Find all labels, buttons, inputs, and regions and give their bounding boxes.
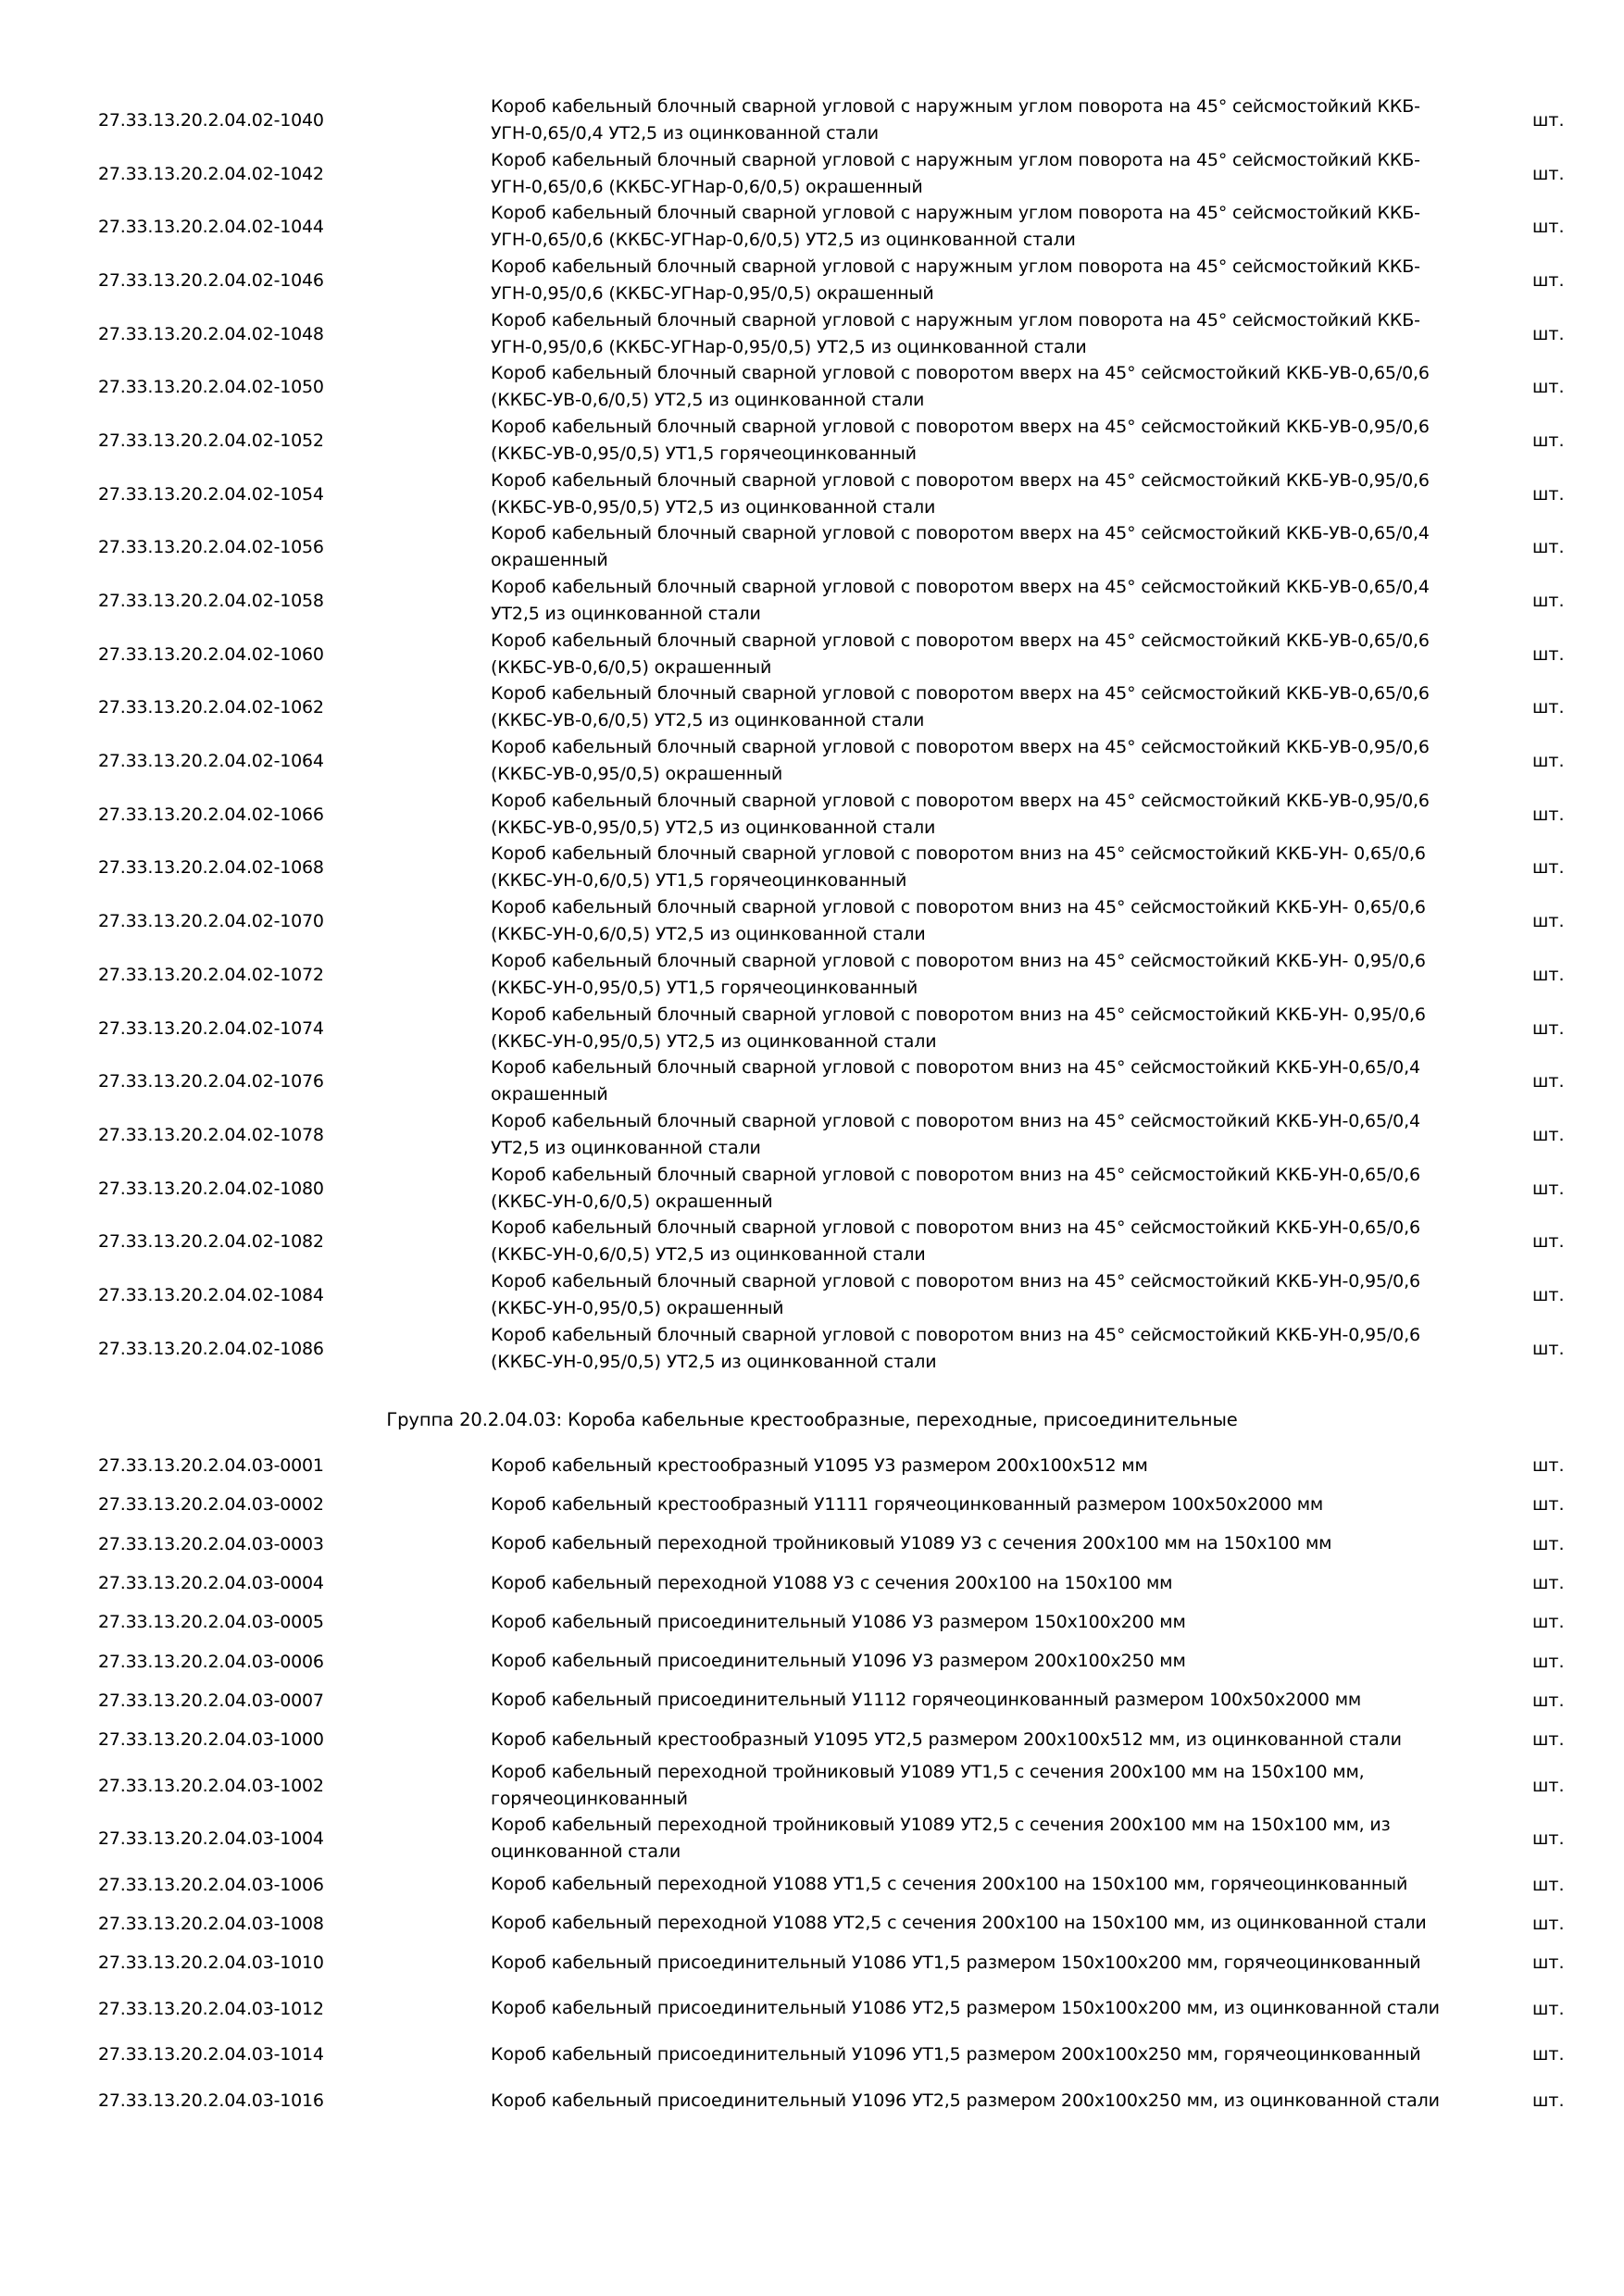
- table-row: [0, 1812, 1624, 1865]
- item-name: Короб кабельный блочный сварной угловой с поворотом вверх на 45° сейсмостойкий ККБ-УВ-0,95/0,6 (ККБС-УВ-0,95/0,5) УТ1,5 горячеоцинкованный: [491, 416, 1430, 464]
- item-name: Короб кабельный блочный сварной угловой с наружным углом поворота на 45° сейсмостойкий ККБ-УГН-0,95/0,6 (ККБС-УГНар-0,95/0,5) окрашенный: [491, 256, 1420, 304]
- item-name: Короб кабельный блочный сварной угловой с поворотом вниз на 45° сейсмостойкий ККБ-УН-0,95/0,6 (ККБС-УН-0,95/0,5) окрашенный: [491, 1270, 1420, 1318]
- table-row: [0, 1002, 1624, 1055]
- item-name: Короб кабельный блочный сварной угловой с поворотом вверх на 45° сейсмостойкий ККБ-УВ-0,65/0,6 (ККБС-УВ-0,6/0,5) УТ2,5 из оцинкованной стали: [491, 363, 1430, 411]
- item-code: 27.33.13.20.2.04.02-1046: [98, 269, 324, 291]
- item-name: Короб кабельный переходной У1088 У3 с сечения 200х100 на 150х100 мм: [491, 1572, 1173, 1593]
- item-unit: шт.: [1532, 1729, 1565, 1751]
- table-row: [0, 1759, 1624, 1812]
- item-code: 27.33.13.20.2.04.03-0003: [98, 1533, 324, 1554]
- group-heading: Группа 20.2.04.03: Короба кабельные крестообразные, переходные, присоединительные: [386, 1409, 1238, 1430]
- item-name: Короб кабельный блочный сварной угловой с наружным углом поворота на 45° сейсмостойкий ККБ-УГН-0,95/0,6 (ККБС-УГНар-0,95/0,5) УТ2,5 из оцинкованной стали: [491, 309, 1420, 357]
- item-name: Короб кабельный блочный сварной угловой с поворотом вверх на 45° сейсмостойкий ККБ-УВ-0,65/0,4 окрашенный: [491, 523, 1430, 571]
- item-name: Короб кабельный переходной тройниковый У1089 УТ1,5 с сечения 200х100 мм на 150х100 мм, горячеоцинкованный: [491, 1761, 1365, 1809]
- item-unit: шт.: [1532, 1124, 1565, 1145]
- item-code: 27.33.13.20.2.04.03-0001: [98, 1455, 324, 1477]
- item-code: 27.33.13.20.2.04.03-1000: [98, 1729, 324, 1751]
- item-name: Короб кабельный присоединительный У1096 У3 размером 200х100х250 мм: [491, 1651, 1186, 1672]
- item-unit: шт.: [1532, 1178, 1565, 1199]
- table-row: [0, 1108, 1624, 1162]
- table-row: [0, 414, 1624, 468]
- item-code: 27.33.13.20.2.04.03-1004: [98, 1828, 324, 1849]
- item-code: 27.33.13.20.2.04.03-1010: [98, 1953, 324, 1974]
- table-row: [0, 1904, 1624, 1943]
- item-name: Короб кабельный блочный сварной угловой с поворотом вверх на 45° сейсмостойкий ККБ-УВ-0,95/0,6 (ККБС-УВ-0,95/0,5) УТ2,5 из оцинкованной стали: [491, 469, 1430, 518]
- table-row: [0, 360, 1624, 414]
- item-unit: шт.: [1532, 1017, 1565, 1039]
- item-name: Короб кабельный блочный сварной угловой с поворотом вниз на 45° сейсмостойкий ККБ-УН- 0,65/0,6 (ККБС-УН-0,6/0,5) УТ1,5 горячеоцинкованный: [491, 843, 1426, 892]
- item-name: Короб кабельный блочный сварной угловой с наружным углом поворота на 45° сейсмостойкий ККБ-УГН-0,65/0,6 (ККБС-УГНар-0,6/0,5) УТ2,5 из оцинкованной стали: [491, 203, 1420, 251]
- item-code: 27.33.13.20.2.04.02-1052: [98, 430, 324, 451]
- item-unit: шт.: [1532, 2044, 1565, 2065]
- table-row: [0, 147, 1624, 201]
- table-row: [0, 1564, 1624, 1603]
- table-row: [0, 307, 1624, 361]
- item-code: 27.33.13.20.2.04.02-1072: [98, 964, 324, 985]
- item-unit: шт.: [1532, 1494, 1565, 1516]
- item-unit: шт.: [1532, 1690, 1565, 1711]
- item-code: 27.33.13.20.2.04.02-1066: [98, 804, 324, 825]
- item-unit: шт.: [1532, 2090, 1565, 2112]
- item-name: Короб кабельный блочный сварной угловой с наружным углом поворота на 45° сейсмостойкий ККБ-УГН-0,65/0,6 (ККБС-УГНар-0,6/0,5) окрашенный: [491, 149, 1420, 197]
- item-code: 27.33.13.20.2.04.03-0004: [98, 1573, 324, 1594]
- item-unit: шт.: [1532, 964, 1565, 985]
- item-code: 27.33.13.20.2.04.02-1040: [98, 109, 324, 131]
- item-unit: шт.: [1532, 1828, 1565, 1849]
- item-name: Короб кабельный блочный сварной угловой с поворотом вниз на 45° сейсмостойкий ККБ-УН-0,65/0,6 (ККБС-УН-0,6/0,5) УТ2,5 из оцинкованной стали: [491, 1217, 1420, 1266]
- item-name: Короб кабельный крестообразный У1095 УТ2,5 размером 200х100х512 мм, из оцинкованной стали: [491, 1728, 1402, 1750]
- item-name: Короб кабельный переходной У1088 УТ2,5 с сечения 200х100 на 150х100 мм, из оцинкованной стали: [491, 1913, 1427, 1934]
- table-row: [0, 1322, 1624, 1376]
- table-row: [0, 1525, 1624, 1564]
- item-code: 27.33.13.20.2.04.02-1050: [98, 377, 324, 398]
- item-name: Короб кабельный присоединительный У1096 УТ2,5 размером 200х100х250 мм, из оцинкованной стали: [491, 2090, 1440, 2111]
- table-row: [0, 1641, 1624, 1680]
- table-row: [0, 1446, 1624, 1485]
- item-name: Короб кабельный блочный сварной угловой с поворотом вниз на 45° сейсмостойкий ККБ-УН- 0,95/0,6 (ККБС-УН-0,95/0,5) УТ2,5 из оцинкованной стали: [491, 1004, 1426, 1052]
- table-row: [0, 2035, 1624, 2074]
- item-name: Короб кабельный блочный сварной угловой с поворотом вниз на 45° сейсмостойкий ККБ-УН-0,65/0,6 (ККБС-УН-0,6/0,5) окрашенный: [491, 1164, 1420, 1212]
- item-unit: шт.: [1532, 1775, 1565, 1796]
- item-name: Короб кабельный присоединительный У1086 УТ2,5 размером 150х100х200 мм, из оцинкованной стали: [491, 1998, 1440, 2019]
- table-row: [0, 734, 1624, 788]
- item-unit: шт.: [1532, 1573, 1565, 1594]
- item-name: Короб кабельный блочный сварной угловой с поворотом вниз на 45° сейсмостойкий ККБ-УН-0,95/0,6 (ККБС-УН-0,95/0,5) УТ2,5 из оцинкованной стали: [491, 1324, 1420, 1372]
- table-row: [0, 1485, 1624, 1524]
- item-code: 27.33.13.20.2.04.02-1076: [98, 1071, 324, 1092]
- table-row: [0, 948, 1624, 1002]
- item-unit: шт.: [1532, 1338, 1565, 1359]
- item-code: 27.33.13.20.2.04.02-1048: [98, 323, 324, 344]
- item-name: Короб кабельный блочный сварной угловой с поворотом вверх на 45° сейсмостойкий ККБ-УВ-0,65/0,4 УТ2,5 из оцинкованной стали: [491, 577, 1430, 625]
- table-row: [0, 628, 1624, 681]
- table-row: [0, 574, 1624, 628]
- item-code: 27.33.13.20.2.04.03-0007: [98, 1690, 324, 1711]
- item-name: Короб кабельный присоединительный У1112 горячеоцинкованный размером 100х50х2000 мм: [491, 1690, 1362, 1711]
- table-row: [0, 468, 1624, 521]
- item-name: Короб кабельный присоединительный У1086 У3 размером 150х100х200 мм: [491, 1611, 1186, 1632]
- item-unit: шт.: [1532, 217, 1565, 238]
- table-row: [0, 200, 1624, 254]
- item-name: Короб кабельный блочный сварной угловой с поворотом вверх на 45° сейсмостойкий ККБ-УВ-0,95/0,6 (ККБС-УВ-0,95/0,5) УТ2,5 из оцинкованной стали: [491, 790, 1430, 838]
- item-unit: шт.: [1532, 751, 1565, 772]
- item-code: 27.33.13.20.2.04.02-1060: [98, 643, 324, 665]
- item-code: 27.33.13.20.2.04.03-0006: [98, 1651, 324, 1672]
- item-unit: шт.: [1532, 857, 1565, 879]
- item-unit: шт.: [1532, 269, 1565, 291]
- item-code: 27.33.13.20.2.04.02-1078: [98, 1124, 324, 1145]
- item-code: 27.33.13.20.2.04.02-1068: [98, 857, 324, 879]
- item-unit: шт.: [1532, 377, 1565, 398]
- table-row: [0, 1943, 1624, 1982]
- table-row: [0, 788, 1624, 842]
- item-unit: шт.: [1532, 1284, 1565, 1305]
- item-name: Короб кабельный блочный сварной угловой с поворотом вверх на 45° сейсмостойкий ККБ-УВ-0,65/0,6 (ККБС-УВ-0,6/0,5) окрашенный: [491, 630, 1430, 678]
- item-code: 27.33.13.20.2.04.03-1008: [98, 1913, 324, 1934]
- item-name: Короб кабельный блочный сварной угловой с наружным углом поворота на 45° сейсмостойкий ККБ-УГН-0,65/0,4 УТ2,5 из оцинкованной стали: [491, 95, 1420, 144]
- item-code: 27.33.13.20.2.04.03-1002: [98, 1775, 324, 1796]
- item-code: 27.33.13.20.2.04.03-1012: [98, 1998, 324, 2019]
- table-row: [0, 681, 1624, 735]
- item-unit: шт.: [1532, 1913, 1565, 1934]
- table-row: [0, 1720, 1624, 1759]
- table-row: [0, 1603, 1624, 1641]
- table-row: [0, 1982, 1624, 2035]
- item-unit: шт.: [1532, 1874, 1565, 1895]
- item-unit: шт.: [1532, 109, 1565, 131]
- table-row: [0, 2075, 1624, 2128]
- item-code: 27.33.13.20.2.04.02-1080: [98, 1178, 324, 1199]
- item-code: 27.33.13.20.2.04.02-1062: [98, 697, 324, 718]
- item-code: 27.33.13.20.2.04.02-1056: [98, 537, 324, 558]
- table-row: [0, 842, 1624, 895]
- item-unit: шт.: [1532, 483, 1565, 505]
- item-code: 27.33.13.20.2.04.02-1058: [98, 591, 324, 612]
- item-unit: шт.: [1532, 643, 1565, 665]
- item-unit: шт.: [1532, 1651, 1565, 1672]
- item-name: Короб кабельный блочный сварной угловой с поворотом вниз на 45° сейсмостойкий ККБ-УН- 0,65/0,6 (ККБС-УН-0,6/0,5) УТ2,5 из оцинкованной стали: [491, 897, 1426, 945]
- item-code: 27.33.13.20.2.04.02-1086: [98, 1338, 324, 1359]
- table-row: [0, 1681, 1624, 1720]
- item-code: 27.33.13.20.2.04.03-0005: [98, 1612, 324, 1633]
- table-row: [0, 1865, 1624, 1903]
- item-code: 27.33.13.20.2.04.02-1064: [98, 751, 324, 772]
- item-name: Короб кабельный крестообразный У1095 У3 размером 200х100х512 мм: [491, 1454, 1148, 1476]
- table-row: [0, 94, 1624, 147]
- table-row: [0, 894, 1624, 948]
- item-unit: шт.: [1532, 430, 1565, 451]
- item-unit: шт.: [1532, 537, 1565, 558]
- section-20-2-04-03-table: [0, 1446, 1624, 2128]
- item-unit: шт.: [1532, 697, 1565, 718]
- item-unit: шт.: [1532, 1953, 1565, 1974]
- item-code: 27.33.13.20.2.04.02-1074: [98, 1017, 324, 1039]
- item-name: Короб кабельный переходной У1088 УТ1,5 с сечения 200х100 на 150х100 мм, горячеоцинкованный: [491, 1874, 1408, 1895]
- item-code: 27.33.13.20.2.04.03-1014: [98, 2044, 324, 2065]
- item-name: Короб кабельный переходной тройниковый У1089 УТ2,5 с сечения 200х100 мм на 150х100 мм, из оцинкованной стали: [491, 1814, 1391, 1862]
- table-row: [0, 1215, 1624, 1268]
- item-unit: шт.: [1532, 1071, 1565, 1092]
- table-row: [0, 521, 1624, 575]
- table-row: [0, 254, 1624, 307]
- item-name: Короб кабельный блочный сварной угловой с поворотом вверх на 45° сейсмостойкий ККБ-УВ-0,65/0,6 (ККБС-УВ-0,6/0,5) УТ2,5 из оцинкованной стали: [491, 683, 1430, 731]
- item-name: Короб кабельный переходной тройниковый У1089 У3 с сечения 200х100 мм на 150х100 мм: [491, 1533, 1332, 1554]
- item-unit: шт.: [1532, 1455, 1565, 1477]
- item-name: Короб кабельный блочный сварной угловой с поворотом вниз на 45° сейсмостойкий ККБ-УН- 0,95/0,6 (ККБС-УН-0,95/0,5) УТ1,5 горячеоцинкованный: [491, 950, 1426, 998]
- item-unit: шт.: [1532, 1533, 1565, 1554]
- item-code: 27.33.13.20.2.04.02-1070: [98, 911, 324, 932]
- table-row: [0, 1054, 1624, 1108]
- item-unit: шт.: [1532, 804, 1565, 825]
- item-code: 27.33.13.20.2.04.02-1054: [98, 483, 324, 505]
- item-name: Короб кабельный присоединительный У1096 УТ1,5 размером 200х100х250 мм, горячеоцинкованный: [491, 2043, 1421, 2065]
- item-name: Короб кабельный блочный сварной угловой с поворотом вверх на 45° сейсмостойкий ККБ-УВ-0,95/0,6 (ККБС-УВ-0,95/0,5) окрашенный: [491, 737, 1430, 785]
- item-name: Короб кабельный блочный сварной угловой с поворотом вниз на 45° сейсмостойкий ККБ-УН-0,65/0,4 УТ2,5 из оцинкованной стали: [491, 1110, 1420, 1158]
- item-unit: шт.: [1532, 911, 1565, 932]
- item-code: 27.33.13.20.2.04.02-1042: [98, 163, 324, 184]
- item-unit: шт.: [1532, 1612, 1565, 1633]
- table-row: [0, 1268, 1624, 1322]
- item-unit: шт.: [1532, 1998, 1565, 2019]
- item-unit: шт.: [1532, 591, 1565, 612]
- item-unit: шт.: [1532, 1231, 1565, 1253]
- item-code: 27.33.13.20.2.04.02-1082: [98, 1231, 324, 1253]
- item-code: 27.33.13.20.2.04.03-1016: [98, 2090, 324, 2112]
- table-row: [0, 1162, 1624, 1216]
- item-code: 27.33.13.20.2.04.02-1044: [98, 217, 324, 238]
- item-name: Короб кабельный присоединительный У1086 УТ1,5 размером 150х100х200 мм, горячеоцинкованный: [491, 1952, 1421, 1973]
- item-code: 27.33.13.20.2.04.02-1084: [98, 1284, 324, 1305]
- item-code: 27.33.13.20.2.04.03-1006: [98, 1874, 324, 1895]
- item-code: 27.33.13.20.2.04.03-0002: [98, 1494, 324, 1516]
- item-unit: шт.: [1532, 163, 1565, 184]
- item-name: Короб кабельный блочный сварной угловой с поворотом вниз на 45° сейсмостойкий ККБ-УН-0,65/0,4 окрашенный: [491, 1057, 1420, 1105]
- item-unit: шт.: [1532, 323, 1565, 344]
- section-20-2-04-02-table: [0, 94, 1624, 1376]
- item-name: Короб кабельный крестообразный У1111 горячеоцинкованный размером 100х50х2000 мм: [491, 1493, 1324, 1515]
